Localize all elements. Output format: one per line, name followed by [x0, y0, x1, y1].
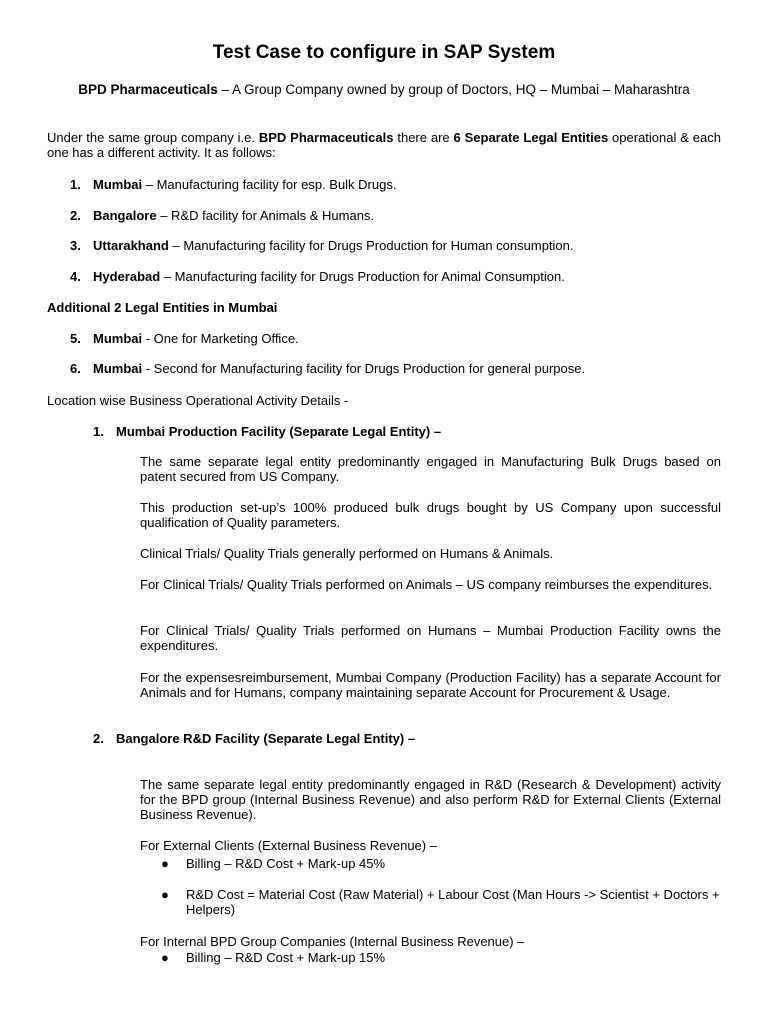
section1-paragraph: For Clinical Trials/ Quality Trials performed on Animals – US company reimburses the expenditures.: [140, 577, 713, 592]
additional-heading: Additional 2 Legal Entities in Mumbai: [47, 300, 278, 315]
entity-name: Mumbai: [93, 331, 143, 346]
entity-desc: – Manufacturing facility for esp. Bulk Drugs.: [142, 177, 397, 192]
entity-number: 2.: [70, 208, 81, 223]
entity-number: 6.: [70, 361, 81, 376]
section-number: 1.: [93, 424, 104, 439]
entity-desc: - Second for Manufacturing facility for Drugs Production for general purpose.: [142, 361, 586, 376]
intro-text-3: there are: [393, 130, 454, 145]
external-clients-heading: For External Clients (External Business Revenue) –: [140, 838, 437, 853]
entity-name: Uttarakhand: [93, 238, 169, 253]
entity-item: [70, 208, 720, 223]
section1-paragraph: The same separate legal entity predominantly engaged in Manufacturing Bulk Drugs based on patent secured from US Company.: [140, 454, 721, 484]
intro-text-5: operational & each one has a different activity. It as follows:: [47, 130, 721, 160]
intro-company: BPD Pharmaceuticals: [258, 130, 394, 145]
entity-item: [70, 331, 720, 346]
bullet-text: Billing – R&D Cost + Mark-up 15%: [186, 950, 386, 965]
entity-number: 5.: [70, 331, 81, 346]
intro-paragraph: [47, 130, 721, 160]
section-title: Bangalore R&D Facility (Separate Legal Entity) –: [116, 731, 416, 746]
bullet-dot-icon: ●: [161, 856, 169, 871]
entity-desc: – Manufacturing facility for Drugs Production for Human consumption.: [168, 238, 574, 253]
section1-paragraph: For Clinical Trials/ Quality Trials performed on Humans – Mumbai Production Facility owns the expenditures.: [140, 623, 721, 653]
entity-item: [70, 238, 720, 253]
entity-name: Mumbai: [93, 177, 143, 192]
document-title: Test Case to configure in SAP System: [212, 42, 556, 63]
bullet-text: Billing – R&D Cost + Mark-up 45%: [186, 856, 386, 871]
location-heading: Location wise Business Operational Activity Details -: [47, 393, 349, 408]
section-number: 2.: [93, 731, 104, 746]
entity-name: Mumbai: [93, 361, 143, 376]
document-subtitle: [60, 82, 708, 98]
entity-desc: – R&D facility for Animals & Humans.: [156, 208, 375, 223]
entity-number: 1.: [70, 177, 81, 192]
section1-paragraph: Clinical Trials/ Quality Trials generally performed on Humans & Animals.: [140, 546, 554, 561]
subtitle-text: – A Group Company owned by group of Doctors, HQ – Mumbai – Maharashtra: [217, 82, 690, 97]
entity-name: Bangalore: [93, 208, 157, 223]
section-heading-bangalore: [93, 731, 721, 746]
entity-name: Hyderabad: [93, 269, 161, 284]
entity-desc: - One for Marketing Office.: [142, 331, 299, 346]
entity-number: 4.: [70, 269, 81, 284]
entity-item: [70, 177, 720, 192]
bullet-dot-icon: ●: [161, 950, 169, 965]
intro-text-1: Under the same group company i.e.: [47, 130, 259, 145]
section-title: Mumbai Production Facility (Separate Legal Entity) –: [116, 424, 442, 439]
section-heading-mumbai: [93, 424, 721, 439]
section1-paragraph: This production set-up’s 100% produced bulk drugs bought by US Company upon successful qualification of Quality parameters.: [140, 500, 721, 530]
intro-entities-count: 6 Separate Legal Entities: [453, 130, 609, 145]
section2-paragraph: The same separate legal entity predominantly engaged in R&D (Research & Development) activity for the BPD group (Internal Business Revenue) and also perform R&D for External Clients (External Business Revenue).: [140, 777, 721, 822]
entity-item: [70, 361, 720, 376]
company-name: BPD Pharmaceuticals: [78, 82, 218, 97]
entity-item: [70, 269, 720, 284]
section1-paragraph: For the expensesreimbursement, Mumbai Company (Production Facility) has a separate Account for Animals and for Humans, company maintaining separate Account for Procurement & Usage.: [140, 670, 721, 700]
entity-desc: – Manufacturing facility for Drugs Production for Animal Consumption.: [160, 269, 565, 284]
entity-number: 3.: [70, 238, 81, 253]
bullet-dot-icon: ●: [161, 887, 169, 902]
bullet-text: R&D Cost = Material Cost (Raw Material) + Labour Cost (Man Hours -> Scientist + Doctors + Helpers): [186, 887, 720, 917]
internal-clients-heading: For Internal BPD Group Companies (Internal Business Revenue) –: [140, 934, 525, 949]
